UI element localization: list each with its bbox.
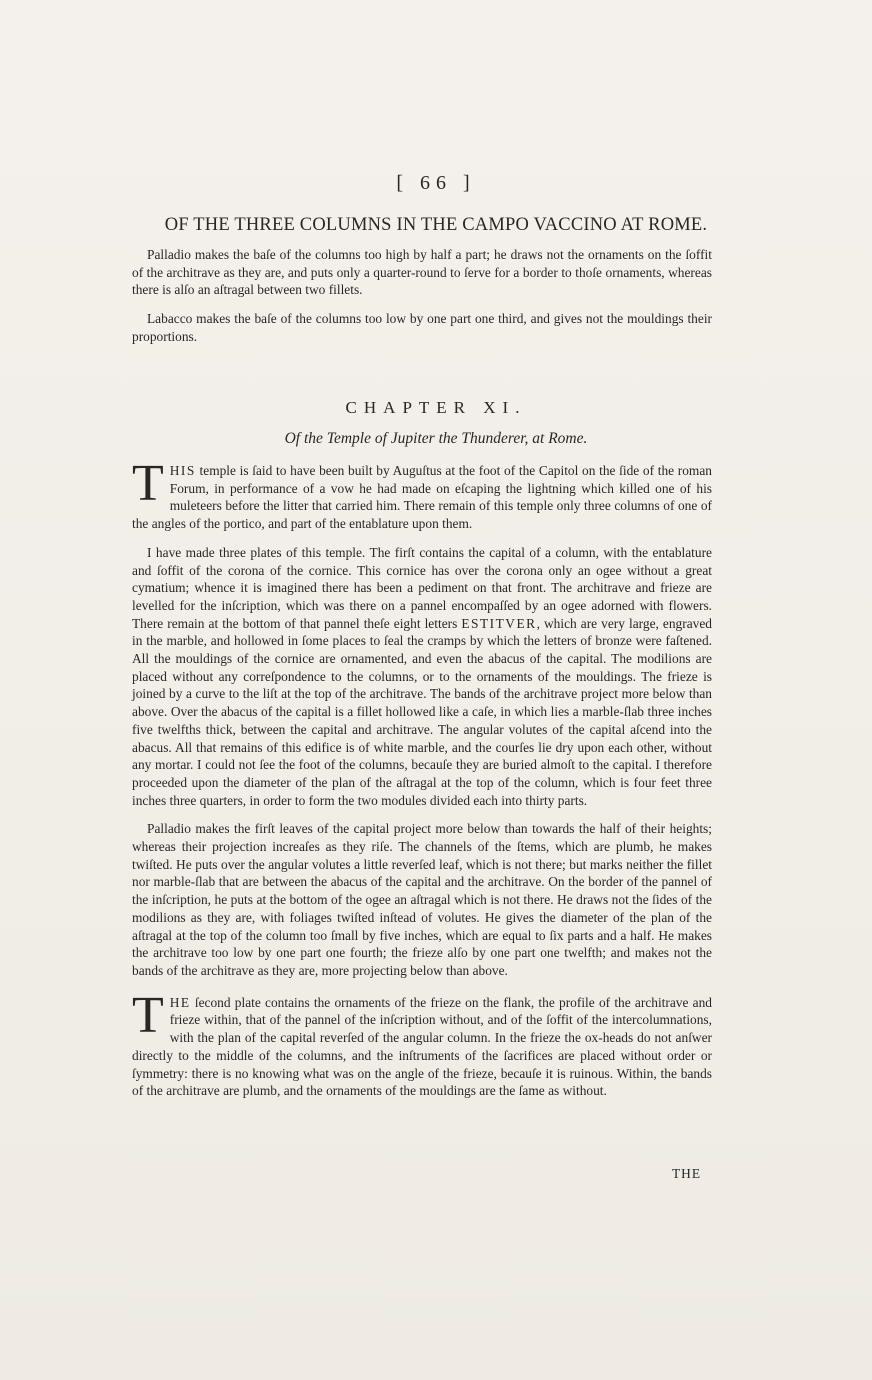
paragraph-2 [132,544,712,810]
drop-cap: T [132,986,164,1044]
paragraph-text: ſecond plate contains the ornaments of the frieze on the flank, the profile of the architrave and frieze within, that of the pannel of the inſcription without, and of the ſoffit of the intercolumnations, with the plan of the capital reverſed of the angular column. In the frieze the ox-heads do not anſwer directly to the middle of the columns, and the inſtruments of the ſacrifices are placed without order or ſymmetry: there is no knowing what was on the angle of the frieze, becauſe it is ruinous. Within, the bands of the architrave are plumb, and the ornaments of the mouldings are the ſame as without. [132,994,712,1099]
page-number: [ 66 ] [396,172,476,194]
drop-cap-lead: HE [169,994,191,1010]
section-title: OF THE THREE COLUMNS IN THE CAMPO VACCINO AT ROME. [164,215,708,235]
drop-cap-lead: HIS [169,463,196,478]
paragraph-1 [132,455,712,533]
paragraph-text: I have made three plates of this temple. The firſt contains the capital of a column, with the entablature and ſoffit of the corona of the cornice. This cornice has over the corona only an ogee without a great cymatium; whence it is imagined there has been a pediment on that front. The architrave and frieze are levelled for the inſcription, which was there on a pannel encompaſſed by an ogee adorned with flowers. There remain at the bottom of that pannel theſe eight letters [132,544,712,631]
paragraph-4 [132,986,712,1100]
intro-text [132,246,712,346]
paragraph-text: temple is ſaid to have been built by Auguſtus at the foot of the Capitol on the ſide of the roman Forum, in performance of a vow he had made on eſcaping the lightning which killed one of his muleteers before the litter that carried him. There remain of this temple only three columns of one of the angles of the portico, and part of the entablature upon them. [132,463,712,532]
chapter-text [132,455,712,1100]
chapter-subtitle: Of the Temple of Jupiter the Thunderer, at Rome. [284,430,588,447]
paragraph-text: , which are very large, engraved in the marble, and hollowed in ſome places to ſeal the cramps by which the letters of bronze were faſtened. All the mouldings of the cornice are ornamented, and even the abacus of the capital. The modilions are placed without any correſpondence to the columns, or to the ornaments of the mouldings. The frieze is joined by a curve to the liſt at the top of the architrave. The bands of the architrave project more below than above. Over the abacus of the capital is a fillet hollowed like a caſe, in which lies a marble-ſlab three inches five twelfths thick, between the capital and architrave. The angular volutes of the capital aſcend into the abacus. All that remains of this edifice is of white marble, and the courſes lie dry upon each other, without any mortar. I could not ſee the foot of the columns, becauſe they are buried almoſt to the capital. I therefore proceeded upon the diameter of the plan of the aſtragal at the top of the column, which is four feet three inches three quarters, in order to form the two modules divided each into thirty parts. [132,615,712,808]
intro-paragraph: Labacco makes the baſe of the columns too low by one part one third, and gives not the mouldings their proportions. [132,311,712,344]
chapter-heading: CHAPTER XI. [345,398,527,417]
inscription-letters: ESTITVER [461,615,537,631]
catchword: THE [672,1166,702,1181]
paragraph-3: Palladio makes the firſt leaves of the capital project more below than towards the half of their heights; whereas their projection increaſes as they riſe. The channels of the ſtems, which are plumb, he makes twiſted. He puts over the angular volutes a little reverſed leaf, which is not there; but marks neither the fillet nor marble-ſlab that are between the abacus of the capital and the architrave. On the border of the pannel of the inſcription, he puts at the bottom of the ogee an aſtragal which is not there. He draws not the ſides of the modilions as they are, with foliages twiſted inſtead of volutes. He gives the diameter of the plan of the aſtragal at the top of the column too ſmall by five inches, which are equal to ſix parts and a half. He makes the architrave too low by one part one fourth; the frieze alſo by one part one twelfth; and makes not the bands of the architrave as they are, more projecting below than above. [132,821,712,978]
intro-paragraph: Palladio makes the baſe of the columns too high by half a part; he draws not the ornaments on the ſoffit of the architrave as they are, and puts only a quarter-round to ſerve for a border to thoſe ornaments, whereas there is alſo an aſtragal between two fillets. [132,247,712,298]
drop-cap: T [132,455,164,512]
